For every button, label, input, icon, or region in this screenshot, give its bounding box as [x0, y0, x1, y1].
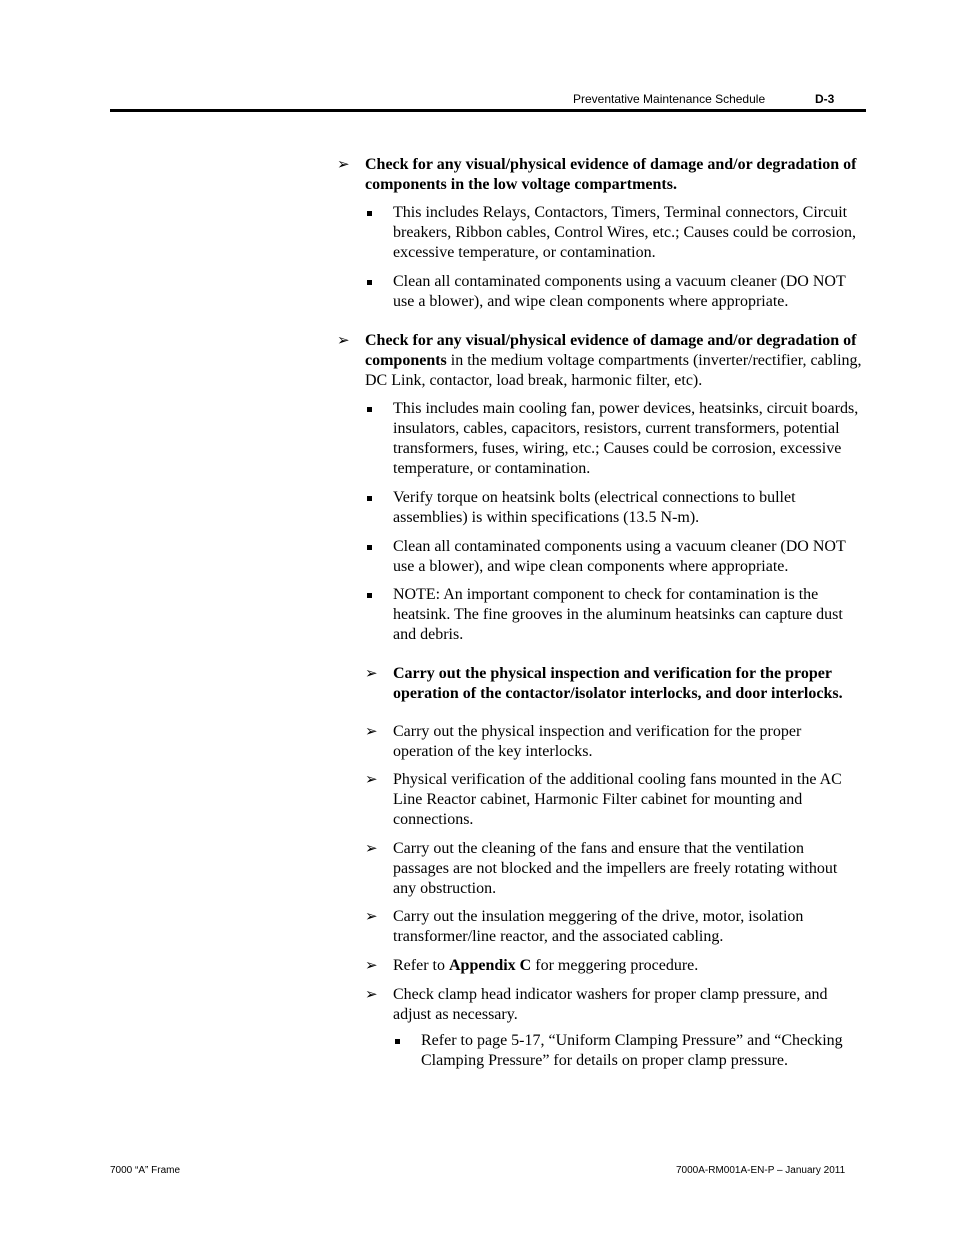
bullet-text: Check clamp head indicator washers for proper clamp pressure, and adjust as necessary.	[393, 986, 828, 1023]
arrow-bullet-icon: ➢	[337, 157, 350, 173]
sub-bullet	[365, 537, 865, 577]
bullet-text: Refer to	[393, 957, 449, 974]
bullet-text: Carry out the insulation meggering of the drive, motor, isolation transformer/line reactor, and the associated cabling.	[393, 908, 804, 945]
arrow-bullet-icon: ➢	[337, 333, 350, 349]
arrow-bullet-icon: ➢	[365, 841, 378, 857]
sub-bullet-text: Clean all contaminated components using a vacuum cleaner (DO NOT use a blower), and wipe clean components where appropriate.	[393, 538, 846, 575]
running-header-title: Preventative Maintenance Schedule	[573, 92, 766, 106]
arrow-bullet-icon: ➢	[365, 987, 378, 1003]
arrow-bullet-icon: ➢	[365, 958, 378, 974]
footer-right: 7000A-RM001A-EN-P – January 2011	[676, 1165, 846, 1176]
bullet-text: Carry out the physical inspection and verification for the proper operation of the key interlocks.	[393, 723, 802, 760]
bullet-fan-cleaning	[365, 839, 857, 899]
sub-bullet-text: Verify torque on heatsink bolts (electrical connections to bullet assemblies) is within specifications (13.5 N-m).	[393, 489, 796, 526]
sub-bullet	[365, 488, 857, 528]
arrow-bullet-icon: ➢	[365, 772, 378, 788]
bullet-text: Carry out the cleaning of the fans and ensure that the ventilation passages are not blocked and the impellers are freely rotating without any obstruction.	[393, 840, 838, 897]
square-bullet-icon	[367, 593, 372, 598]
page-number: D-3	[815, 92, 835, 106]
square-bullet-icon	[395, 1039, 400, 1044]
sub-bullet	[365, 585, 865, 645]
bullet-text: Physical verification of the additional cooling fans mounted in the AC Line Reactor cabinet, Harmonic Filter cabinet for mounting and connections.	[393, 771, 842, 828]
square-bullet-icon	[367, 496, 372, 501]
bullet-key-interlocks	[365, 722, 857, 762]
sub-bullet	[365, 203, 857, 263]
square-bullet-icon	[367, 407, 372, 412]
bullet-clamp-washers	[365, 985, 865, 1025]
square-bullet-icon	[367, 211, 372, 216]
bullet-text: Carry out the physical inspection and verification for the proper operation of the contactor/isolator interlocks, and door interlocks.	[393, 665, 843, 702]
bullet-cooling-fans	[365, 770, 865, 830]
arrow-bullet-icon: ➢	[365, 724, 378, 740]
bullet-text: Check for any visual/physical evidence of damage and/or degradation of components in the low voltage compartments.	[365, 156, 857, 193]
sub-bullet-text: This includes Relays, Contactors, Timers, Terminal connectors, Circuit breakers, Ribbon cables, Control Wires, etc.; Causes could be corrosion, excessive temperature, or contamination.	[393, 204, 856, 261]
arrow-bullet-icon: ➢	[365, 909, 378, 925]
sub-bullet-text: NOTE: An important component to check for contamination is the heatsink. The fine grooves in the aluminum heatsinks can capture dust and debris.	[393, 586, 843, 643]
bullet-interlock-inspection	[365, 664, 870, 704]
bullet-low-voltage-check	[337, 155, 857, 195]
bullet-insulation-meggering	[365, 907, 857, 947]
square-bullet-icon	[367, 280, 372, 285]
bullet-text: for meggering procedure.	[531, 957, 699, 974]
square-bullet-icon	[367, 545, 372, 550]
sub-bullet	[393, 1031, 843, 1071]
sub-bullet	[365, 272, 865, 312]
bullet-appendix-reference	[365, 956, 857, 976]
sub-bullet-text: Clean all contaminated components using a vacuum cleaner (DO NOT use a blower), and wipe clean components where appropriate.	[393, 273, 846, 310]
arrow-bullet-icon: ➢	[365, 666, 378, 682]
header-rule	[110, 109, 866, 112]
sub-bullet-text: Refer to page 5-17, “Uniform Clamping Pressure” and “Checking Clamping Pressure” for details on proper clamp pressure.	[421, 1032, 843, 1069]
footer-left: 7000 “A” Frame	[110, 1165, 181, 1176]
appendix-link-text: Appendix C	[448, 957, 532, 974]
bullet-medium-voltage-check	[337, 331, 867, 391]
sub-bullet	[365, 399, 865, 479]
bullet-text: in the medium voltage compartments (inverter/rectifier, cabling, DC Link, contactor, load break, harmonic filter, etc).	[365, 352, 862, 389]
bullet-bold-text: Check for any visual/physical evidence of damage and/or degradation of components	[365, 332, 857, 369]
sub-bullet-text: This includes main cooling fan, power devices, heatsinks, circuit boards, insulators, cables, capacitors, resistors, current transformers, potential transformers, fuses, wiring, etc.; Causes could be corrosion, excessive temperature, or contamination.	[393, 400, 859, 477]
